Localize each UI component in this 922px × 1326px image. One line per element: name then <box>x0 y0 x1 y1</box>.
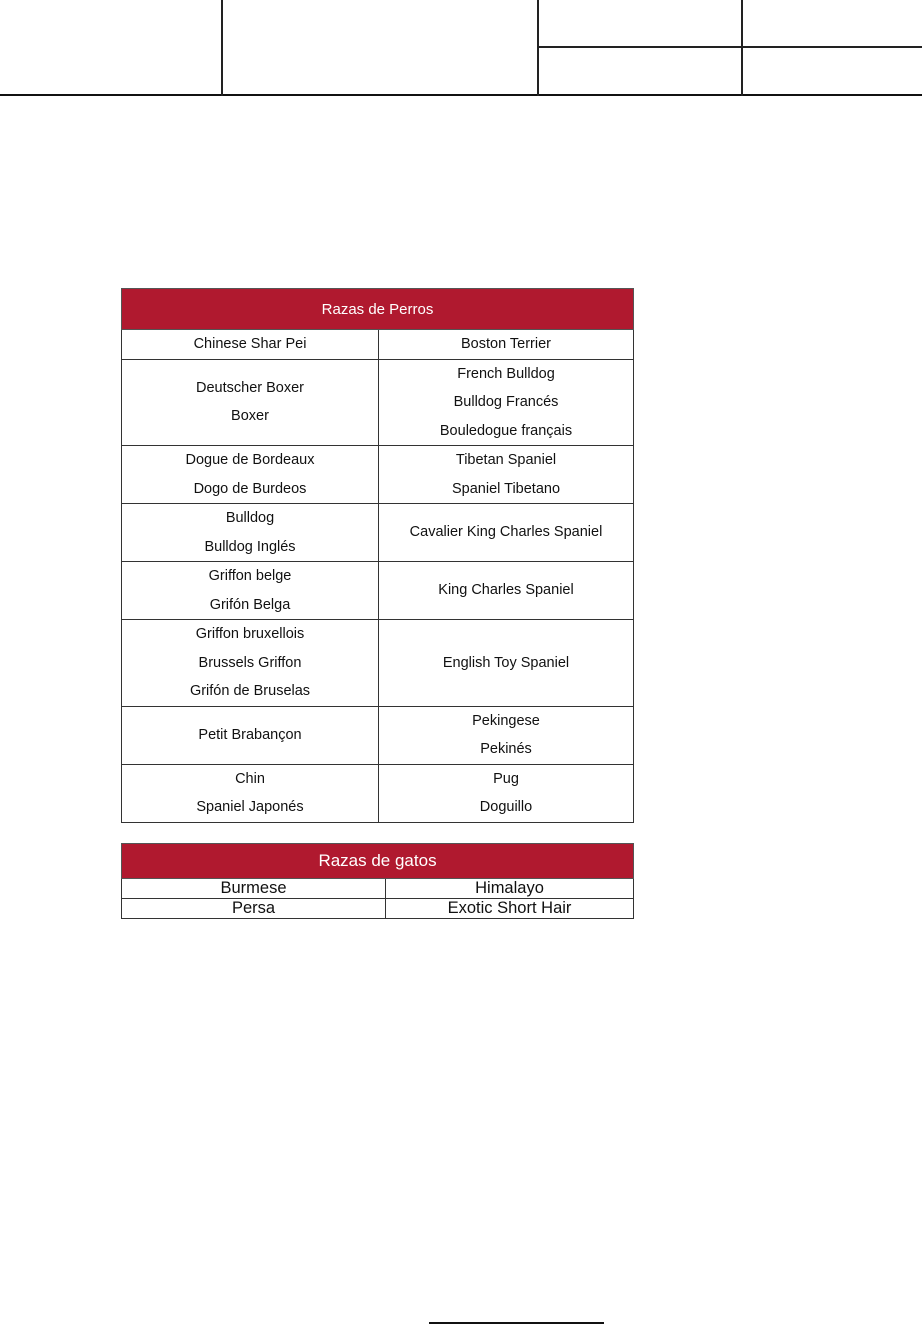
cat-breeds-title: Razas de gatos <box>122 844 634 879</box>
breed-name: Bulldog Francés <box>453 394 559 410</box>
table-row <box>122 562 634 620</box>
header-divider <box>538 46 922 48</box>
breed-name: Pekinés <box>480 741 532 757</box>
dog-breeds-title: Razas de Perros <box>122 289 634 330</box>
breed-cell <box>379 446 634 504</box>
breed-name: Persa <box>122 899 386 919</box>
breed-name: Grifón Belga <box>209 596 291 613</box>
breed-name: Bouledogue français <box>439 422 573 439</box>
breed-name: Exotic Short Hair <box>386 899 634 919</box>
breed-cell <box>379 620 634 707</box>
header-divider <box>537 0 539 96</box>
table-row <box>122 879 634 899</box>
breed-cell <box>379 504 634 562</box>
header-divider <box>221 0 223 96</box>
breed-cell <box>379 359 634 446</box>
breed-name: Doguillo <box>479 799 533 815</box>
table-row <box>122 504 634 562</box>
table-row <box>122 764 634 822</box>
breed-name: Chinese Shar Pei <box>193 336 307 352</box>
breed-name: Boston Terrier <box>461 336 551 352</box>
header-divider <box>741 0 743 96</box>
breed-name: Pug <box>493 770 519 787</box>
breed-name: Petit Brabançon <box>198 726 302 743</box>
breed-cell <box>379 562 634 620</box>
table-row <box>122 899 634 919</box>
breed-name: Griffon belge <box>208 568 292 584</box>
breed-cell <box>122 764 379 822</box>
breed-name: Griffon bruxellois <box>195 626 305 642</box>
breed-name: Bulldog Inglés <box>204 538 296 555</box>
breed-name: Cavalier King Charles Spaniel <box>409 524 603 541</box>
breed-name: Pekingese <box>472 712 540 729</box>
breed-cell <box>122 620 379 707</box>
table-row <box>122 446 634 504</box>
table-row <box>122 620 634 707</box>
breed-cell <box>122 504 379 562</box>
breed-name: Burmese <box>122 879 386 899</box>
breed-cell <box>379 330 634 360</box>
breed-name: Dogue de Bordeaux <box>185 452 315 468</box>
breed-name: Brussels Griffon <box>198 654 302 671</box>
breed-cell <box>122 359 379 446</box>
table-row <box>122 706 634 764</box>
dog-breeds-table <box>121 288 634 823</box>
breed-name: Spaniel Tibetano <box>451 480 561 497</box>
breed-cell <box>122 562 379 620</box>
breed-name: Tibetan Spaniel <box>455 452 557 468</box>
breed-name: Bulldog <box>225 510 275 526</box>
breed-name: Boxer <box>231 408 269 425</box>
breed-cell <box>122 446 379 504</box>
breed-cell <box>379 764 634 822</box>
breed-cell <box>122 706 379 764</box>
breed-name: Deutscher Boxer <box>196 379 304 396</box>
table-row <box>122 359 634 446</box>
breed-cell <box>379 706 634 764</box>
breed-name: Chin <box>235 770 265 787</box>
breed-name: Dogo de Burdeos <box>193 480 307 497</box>
document-header-grid <box>0 0 922 96</box>
breed-cell <box>122 330 379 360</box>
table-row <box>122 330 634 360</box>
breed-name: Grifón de Bruselas <box>189 683 311 699</box>
cat-breeds-table <box>121 843 634 919</box>
breed-name: French Bulldog <box>457 365 555 382</box>
breed-name: Spaniel Japonés <box>196 799 304 815</box>
breed-name: English Toy Spaniel <box>442 654 570 671</box>
breed-name: King Charles Spaniel <box>438 582 574 599</box>
footer-rule <box>429 1322 604 1324</box>
breed-name: Himalayo <box>386 879 634 899</box>
